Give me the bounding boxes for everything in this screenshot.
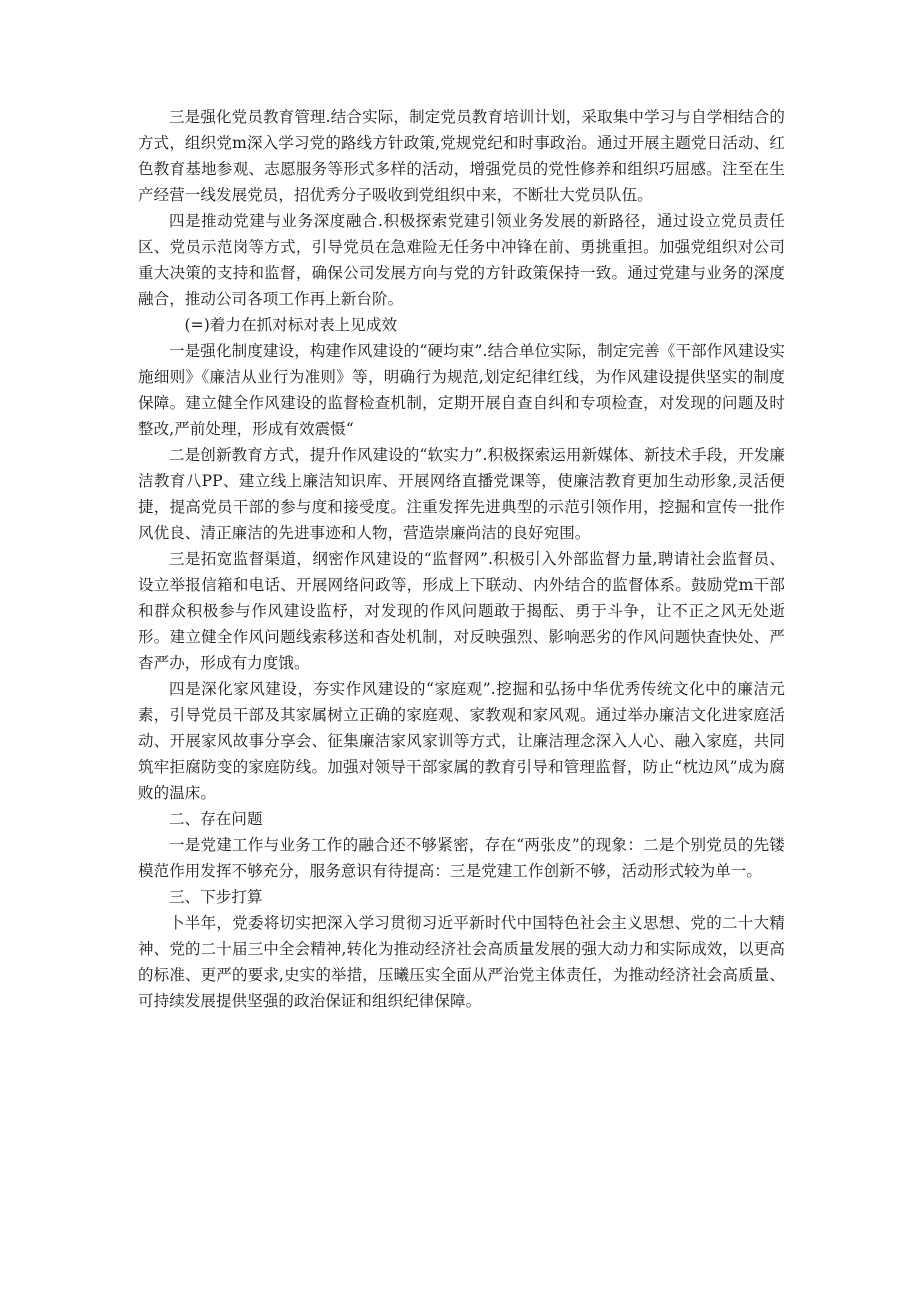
paragraph-party-member-education: 三是强化党员教育管理.结合实际，制定党员教育培训计划，采取集中学习与自学相结合的方式，组织党m深入学习党的路线方针政策,党规党纪和时事政治。通过开展主题党日活动、红色教育基地参观、志愿服务等形式多样的活动，增强党员的党性修养和组织巧屈感。注至在生产经营一线发展党员，招优秀分子吸收到党组织中来，不断壮大党员队伍。 bbox=[138, 108, 785, 204]
section-heading-existing-problems: 二、存在问题 bbox=[169, 810, 263, 828]
document-body bbox=[138, 104, 785, 1014]
paragraph-education-innovation: 二是创新教育方式，提升作风建设的“软实力”.积极探索运用新媒体、新技术手段，开发廉洁教育八PP、建立线上廉洁知识库、开展网络直播党课等，使廉洁教育更加生动形象,灵活便捷，提高党员干部的参与度和接受度。注重发挥先进典型的示范引领作用，挖掘和宣传一批作风优良、清正廉洁的先进事迹和人物，营造崇廉尚洁的良好宛围。 bbox=[138, 446, 785, 542]
section-subheading-benchmarking: (=)着力在抓对标对表上见成效 bbox=[184, 316, 398, 334]
paragraph-problems-list: 一是党建工作与业务工作的融合还不够紧密，存在“两张皮”的现象：二是个别党员的先镂模范作用发挥不够充分，服务意识有待提高：三是党建工作创新不够，活动形式较为单一。 bbox=[138, 836, 785, 880]
paragraph-family-conduct: 四是深化家风建设，夯实作风建设的“家庭观”.挖掘和弘扬中华优秀传统文化中的廉洁元素，引导党员干部及其家属树立正确的家庭观、家教观和家风观。通过举办廉洁文化进家庭活动、开展家风故事分享会、征集廉洁家风家训等方式，让廉洁理念深入人心、融入家庭，共同筑牢拒腐防变的家庭防线。加强对领导干部家属的教育引导和管理监督，防止“枕边风”成为腐败的温床。 bbox=[138, 680, 785, 802]
paragraph-next-steps-plan: 卜半年，党委将切实把深入学习贯彻习近平新时代中国特色社会主义思想、党的二十大精神、党的二十届三中全会精神,转化为推动经济社会高质量发展的强大动力和实际成效，以更高的标准、更严的要求,史实的举措，压曦压实全面从严治党主体责任，为推动经济社会高质量、可持续发展提供坚强的政治保证和组织纪律保障。 bbox=[138, 914, 785, 1010]
paragraph-institution-building: 一是强化制度建设，构建作风建设的“硬均束”.结合单位实际，制定完善《干部作风建设实施细则》《廉洁从业行为准则》等，明确行为规范,划定纪律红线，为作风建设提供坚实的制度保障。建立健全作风建设的监督检查机制，定期开展自查自纠和专项检查，对发现的问题及时整改,严前处理，形成有效震慑“ bbox=[138, 342, 785, 438]
section-heading-next-steps: 三、下步打算 bbox=[169, 888, 263, 906]
paragraph-supervision-channels: 三是拓宽监督渠道，纲密作风建设的“监督网”.积极引入外部监督力量,聘请社会监督员、设立举报信箱和电话、开展网络问政等，形成上下联动、内外结合的监督体系。鼓励党m干部和群众积极参与作风建设监杼，对发现的作风问题敢于揭酝、勇于斗争，让不正之风无处逝形。建立健全作风问题线索移送和杳处机制，对反映强烈、影响恶劣的作风问题快査快处、严杳严办，形成有力度饿。 bbox=[138, 550, 785, 672]
paragraph-party-business-integration: 四是推动党建与业务深度融合.积极探索党建引领业务发展的新路径，通过设立党员责任区、党员示范岗等方式，引导党员在急难险无任务中冲锋在前、勇挑重担。加强党组织对公司重大决策的支持和监督，确保公司发展方向与党的方针政策保持一致。通过党建与业务的深度融合，推动公司各项工作再上新台阶。 bbox=[138, 212, 785, 308]
